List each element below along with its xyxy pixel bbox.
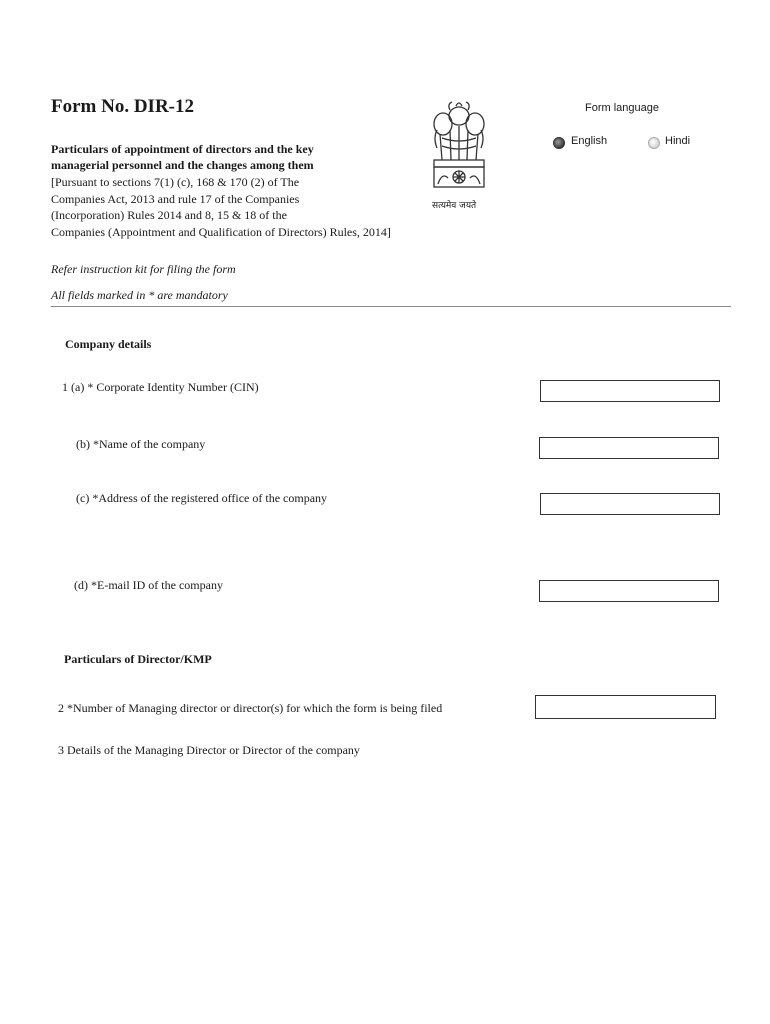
hindi-radio[interactable]	[648, 137, 660, 149]
cin-input[interactable]	[540, 380, 720, 402]
english-radio[interactable]	[553, 137, 565, 149]
director-count-input[interactable]	[535, 695, 716, 719]
director-details-label: 3 Details of the Managing Director or Director of the company	[58, 743, 360, 757]
hindi-radio-label: Hindi	[665, 135, 691, 147]
header-divider	[51, 306, 731, 307]
english-radio-label: English	[571, 135, 608, 147]
director-kmp-heading: Particulars of Director/KMP	[64, 652, 212, 666]
form-language-label: Form language	[585, 102, 659, 114]
legal-line: Companies (Appointment and Qualification of Directors) Rules, 2014]	[51, 224, 391, 239]
heading-line: managerial personnel and the changes among them	[51, 158, 314, 172]
heading-line: Particulars of appointment of directors and the key	[51, 142, 314, 156]
form-heading	[51, 141, 314, 173]
registered-address-label: (c) *Address of the registered office of the company	[76, 491, 328, 505]
legal-line: (Incorporation) Rules 2014 and 8, 15 & 18 of the	[51, 208, 287, 222]
director-count-label: 2 *Number of Managing director or director(s) for which the form is being filed	[58, 701, 443, 715]
mandatory-fields-note: All fields marked in * are mandatory	[51, 288, 228, 302]
company-email-label: (d) *E-mail ID of the company	[74, 578, 223, 592]
emblem-motto: सत्यमेव जयते	[432, 201, 477, 211]
legal-line: [Pursuant to sections 7(1) (c), 168 & 170 (2) of The	[51, 175, 300, 189]
company-name-input[interactable]	[539, 437, 719, 459]
legal-line: Companies Act, 2013 and rule 17 of the Companies	[51, 191, 300, 206]
legal-reference	[51, 174, 391, 240]
cin-label: 1 (a) * Corporate Identity Number (CIN)	[62, 380, 259, 394]
company-name-label: (b) *Name of the company	[76, 437, 206, 451]
registered-address-input[interactable]	[540, 493, 720, 515]
company-email-input[interactable]	[539, 580, 719, 602]
form-number-title: Form No. DIR-12	[51, 96, 195, 117]
national-emblem-icon	[428, 100, 490, 210]
company-details-heading: Company details	[65, 337, 152, 351]
instruction-kit-note: Refer instruction kit for filing the form	[51, 262, 236, 276]
